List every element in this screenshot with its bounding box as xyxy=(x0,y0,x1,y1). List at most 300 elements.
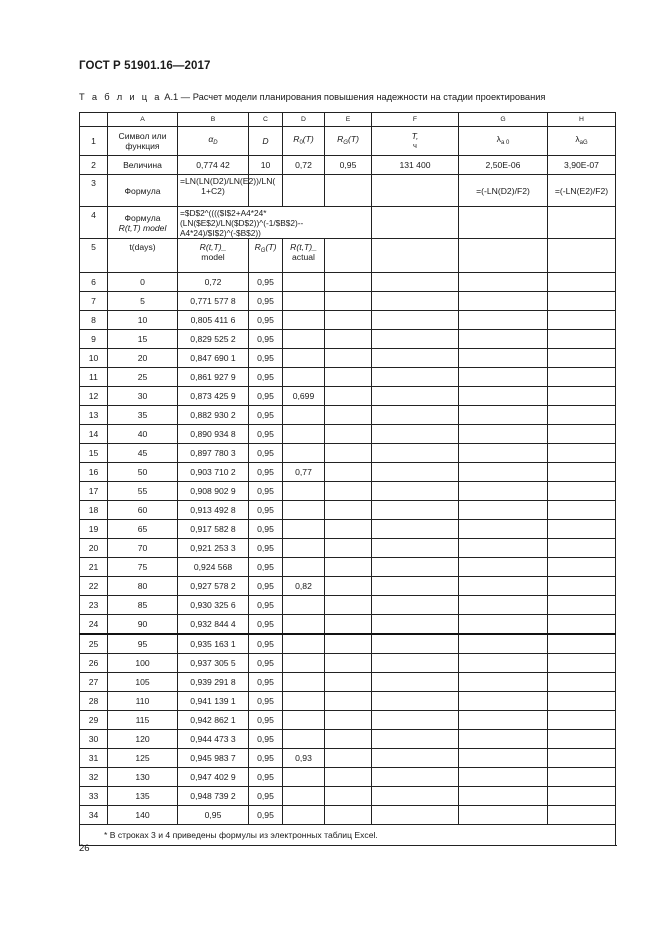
empty-cell xyxy=(459,311,548,330)
empty-cell xyxy=(548,558,616,577)
model-cell: 0,937 305 5 xyxy=(178,654,249,673)
empty-cell xyxy=(325,425,372,444)
value-cell: 2,50E-06 xyxy=(459,156,548,175)
table-row xyxy=(80,749,616,768)
value-cell: 0,95 xyxy=(325,156,372,175)
empty-cell xyxy=(372,349,459,368)
empty-cell xyxy=(325,387,372,406)
actual-cell xyxy=(283,673,325,692)
empty-cell xyxy=(548,596,616,615)
empty-cell xyxy=(372,787,459,806)
table-row xyxy=(80,787,616,806)
empty-cell xyxy=(548,349,616,368)
page-number: 26 xyxy=(79,843,90,854)
t-days-cell: 125 xyxy=(108,749,178,768)
empty-cell xyxy=(548,387,616,406)
t-days-cell: 25 xyxy=(108,368,178,387)
table-row xyxy=(80,463,616,482)
actual-cell: 0,82 xyxy=(283,577,325,596)
t-days-header: t(days) xyxy=(108,239,178,273)
empty-cell xyxy=(459,368,548,387)
value-cell: 0,774 42 xyxy=(178,156,249,175)
t-days-cell: 120 xyxy=(108,730,178,749)
caption-text: А.1 — Расчет модели планирования повышения надежности на стадии проектирования xyxy=(161,92,546,102)
empty-cell xyxy=(372,558,459,577)
empty-cell xyxy=(372,596,459,615)
rg-cell: 0,95 xyxy=(249,425,283,444)
table-row xyxy=(80,577,616,596)
actual-cell xyxy=(283,692,325,711)
empty-cell xyxy=(459,577,548,596)
document-header: ГОСТ Р 51901.16—2017 xyxy=(79,60,211,72)
actual-cell xyxy=(283,634,325,654)
empty-cell xyxy=(325,175,372,207)
t-days-cell: 95 xyxy=(108,634,178,654)
rg-cell: 0,95 xyxy=(249,806,283,825)
empty-cell xyxy=(548,520,616,539)
table-row xyxy=(80,654,616,673)
rg-cell: 0,95 xyxy=(249,387,283,406)
row-number: 33 xyxy=(80,787,108,806)
row-number: 24 xyxy=(80,615,108,635)
empty-cell xyxy=(283,175,325,207)
row-number: 9 xyxy=(80,330,108,349)
empty-cell xyxy=(325,330,372,349)
row-number: 34 xyxy=(80,806,108,825)
empty-cell xyxy=(372,806,459,825)
empty-cell xyxy=(459,207,548,239)
empty-cell xyxy=(325,368,372,387)
rg-cell: 0,95 xyxy=(249,406,283,425)
col-letter: A xyxy=(108,113,178,127)
t-days-cell: 5 xyxy=(108,292,178,311)
empty-cell xyxy=(325,711,372,730)
empty-cell xyxy=(325,615,372,635)
model-cell: 0,945 983 7 xyxy=(178,749,249,768)
col-letter: B xyxy=(178,113,249,127)
empty-cell xyxy=(325,539,372,558)
empty-cell xyxy=(325,273,372,292)
empty-cell xyxy=(548,634,616,654)
t-days-cell: 115 xyxy=(108,711,178,730)
actual-cell xyxy=(283,539,325,558)
empty-cell xyxy=(325,634,372,654)
table-row xyxy=(80,425,616,444)
empty-cell xyxy=(325,239,372,273)
lambda-ag-symbol: $\lambda_{aG}$ xyxy=(548,127,616,156)
actual-cell xyxy=(283,425,325,444)
model-formula-label: Формула R(t,T) model xyxy=(108,207,178,239)
empty-cell xyxy=(372,634,459,654)
row-number: 6 xyxy=(80,273,108,292)
model-cell: 0,771 577 8 xyxy=(178,292,249,311)
empty-cell xyxy=(372,330,459,349)
empty-cell xyxy=(372,654,459,673)
empty-cell xyxy=(325,787,372,806)
empty-cell xyxy=(459,558,548,577)
formula-label: Формула xyxy=(108,175,178,207)
t-days-cell: 75 xyxy=(108,558,178,577)
row-number: 28 xyxy=(80,692,108,711)
table-row xyxy=(80,482,616,501)
empty-cell xyxy=(459,520,548,539)
empty-cell xyxy=(372,673,459,692)
empty-cell xyxy=(459,615,548,635)
rg-header: $R_G(T)$ xyxy=(249,239,283,273)
empty-cell xyxy=(548,330,616,349)
rg-cell: 0,95 xyxy=(249,711,283,730)
table-row xyxy=(80,596,616,615)
t-days-cell: 20 xyxy=(108,349,178,368)
empty-cell xyxy=(459,444,548,463)
model-cell: 0,935 163 1 xyxy=(178,634,249,654)
empty-cell xyxy=(325,444,372,463)
row-number: 1 xyxy=(80,127,108,156)
t-days-cell: 85 xyxy=(108,596,178,615)
rg-cell: 0,95 xyxy=(249,692,283,711)
empty-cell xyxy=(459,501,548,520)
empty-cell xyxy=(459,768,548,787)
rg-cell: 0,95 xyxy=(249,292,283,311)
empty-cell xyxy=(325,406,372,425)
model-cell: 0,921 253 3 xyxy=(178,539,249,558)
d-symbol: D xyxy=(249,127,283,156)
empty-cell xyxy=(459,634,548,654)
table-row xyxy=(80,768,616,787)
empty-cell xyxy=(459,425,548,444)
col-letter: C xyxy=(249,113,283,127)
r0-symbol: $R_0(T)$ xyxy=(283,127,325,156)
rg-cell: 0,95 xyxy=(249,577,283,596)
empty-cell xyxy=(325,596,372,615)
row-number: 30 xyxy=(80,730,108,749)
model-cell: 0,903 710 2 xyxy=(178,463,249,482)
row-number: 15 xyxy=(80,444,108,463)
empty-cell xyxy=(548,787,616,806)
t-days-cell: 40 xyxy=(108,425,178,444)
col-letter: G xyxy=(459,113,548,127)
col-letter: D xyxy=(283,113,325,127)
table-row xyxy=(80,806,616,825)
table-row xyxy=(80,311,616,330)
empty-cell xyxy=(372,577,459,596)
empty-cell xyxy=(459,463,548,482)
empty-cell xyxy=(372,273,459,292)
model-cell: 0,829 525 2 xyxy=(178,330,249,349)
empty-cell xyxy=(325,501,372,520)
model-cell: 0,930 325 6 xyxy=(178,596,249,615)
table-row xyxy=(80,673,616,692)
empty-cell xyxy=(372,615,459,635)
model-cell: 0,805 411 6 xyxy=(178,311,249,330)
footnote: * В строках 3 и 4 приведены формулы из электронных таблиц Excel. xyxy=(80,825,616,846)
empty-cell xyxy=(325,692,372,711)
model-cell: 0,847 690 1 xyxy=(178,349,249,368)
rg-cell: 0,95 xyxy=(249,349,283,368)
row-number: 12 xyxy=(80,387,108,406)
row-number: 2 xyxy=(80,156,108,175)
rg-cell: 0,95 xyxy=(249,596,283,615)
t-symbol: T, ч xyxy=(372,127,459,156)
model-formula: =$D$2^(((($I$2+A4*24*(LN($E$2)/LN($D$2))^(-1/$B$2)--A4*24)/$I$2)^(-$B$2)) xyxy=(178,207,372,239)
empty-cell xyxy=(372,444,459,463)
model-cell: 0,917 582 8 xyxy=(178,520,249,539)
empty-cell xyxy=(459,330,548,349)
table-caption xyxy=(79,92,545,102)
col-letter: F xyxy=(372,113,459,127)
row-number: 19 xyxy=(80,520,108,539)
row-number: 8 xyxy=(80,311,108,330)
empty-cell xyxy=(548,292,616,311)
row-number: 16 xyxy=(80,463,108,482)
empty-cell xyxy=(548,577,616,596)
empty-cell xyxy=(372,239,459,273)
reliability-table xyxy=(79,112,616,846)
empty-cell xyxy=(325,482,372,501)
empty-cell xyxy=(325,311,372,330)
rg-cell: 0,95 xyxy=(249,539,283,558)
rg-cell: 0,95 xyxy=(249,615,283,635)
rg-cell: 0,95 xyxy=(249,787,283,806)
actual-cell xyxy=(283,406,325,425)
value-cell: 0,72 xyxy=(283,156,325,175)
formula-alpha: =LN(LN(D2)/LN(E2))/LN( 1+C2) xyxy=(178,175,249,207)
model-cell: 0,873 425 9 xyxy=(178,387,249,406)
rg-cell: 0,95 xyxy=(249,501,283,520)
empty-cell xyxy=(459,406,548,425)
empty-cell xyxy=(372,425,459,444)
empty-cell xyxy=(459,806,548,825)
empty-cell xyxy=(548,311,616,330)
empty-cell xyxy=(325,768,372,787)
table-row xyxy=(80,349,616,368)
row-number: 21 xyxy=(80,558,108,577)
model-cell: 0,882 930 2 xyxy=(178,406,249,425)
model-header: R(t,T)_ model xyxy=(178,239,249,273)
empty-cell xyxy=(372,292,459,311)
actual-cell xyxy=(283,596,325,615)
col-letter: H xyxy=(548,113,616,127)
column-letters-row xyxy=(80,113,616,127)
empty-cell xyxy=(325,292,372,311)
rg-cell: 0,95 xyxy=(249,273,283,292)
model-cell: 0,939 291 8 xyxy=(178,673,249,692)
t-days-cell: 105 xyxy=(108,673,178,692)
actual-cell xyxy=(283,615,325,635)
value-row xyxy=(80,156,616,175)
table-row xyxy=(80,692,616,711)
row-number: 31 xyxy=(80,749,108,768)
empty-cell xyxy=(548,425,616,444)
t-days-cell: 10 xyxy=(108,311,178,330)
rg-cell: 0,95 xyxy=(249,482,283,501)
empty-cell xyxy=(325,520,372,539)
model-cell: 0,897 780 3 xyxy=(178,444,249,463)
symbol-row xyxy=(80,127,616,156)
actual-header: R(t,T)_ actual xyxy=(283,239,325,273)
empty-cell xyxy=(372,711,459,730)
empty-cell xyxy=(548,368,616,387)
table-row xyxy=(80,711,616,730)
table-row xyxy=(80,730,616,749)
actual-cell xyxy=(283,311,325,330)
rg-cell: 0,95 xyxy=(249,749,283,768)
empty-cell xyxy=(372,406,459,425)
table-row xyxy=(80,539,616,558)
empty-cell xyxy=(325,349,372,368)
empty-cell xyxy=(325,577,372,596)
row-number: 11 xyxy=(80,368,108,387)
rg-cell: 0,95 xyxy=(249,558,283,577)
empty-cell xyxy=(459,730,548,749)
rg-cell: 0,95 xyxy=(249,463,283,482)
table-row xyxy=(80,368,616,387)
corner-cell xyxy=(80,113,108,127)
empty-cell xyxy=(325,730,372,749)
empty-cell xyxy=(372,311,459,330)
actual-cell: 0,699 xyxy=(283,387,325,406)
empty-cell xyxy=(459,692,548,711)
row-number: 14 xyxy=(80,425,108,444)
model-cell: 0,948 739 2 xyxy=(178,787,249,806)
actual-cell xyxy=(283,520,325,539)
empty-cell xyxy=(548,406,616,425)
row-number: 32 xyxy=(80,768,108,787)
empty-cell xyxy=(325,673,372,692)
empty-cell xyxy=(548,482,616,501)
row-number: 23 xyxy=(80,596,108,615)
empty-cell xyxy=(372,749,459,768)
empty-cell xyxy=(548,711,616,730)
model-cell: 0,924 568 xyxy=(178,558,249,577)
empty-cell xyxy=(459,273,548,292)
empty-cell xyxy=(459,482,548,501)
empty-cell xyxy=(548,207,616,239)
table-row xyxy=(80,406,616,425)
model-cell: 0,944 473 3 xyxy=(178,730,249,749)
table-row xyxy=(80,387,616,406)
table-row xyxy=(80,444,616,463)
table-row xyxy=(80,634,616,654)
symbol-label: Символ или функция xyxy=(108,127,178,156)
empty-cell xyxy=(548,501,616,520)
empty-cell xyxy=(372,482,459,501)
t-days-cell: 90 xyxy=(108,615,178,635)
t-days-cell: 140 xyxy=(108,806,178,825)
empty-cell xyxy=(548,673,616,692)
col-letter: E xyxy=(325,113,372,127)
row-number: 25 xyxy=(80,634,108,654)
empty-cell xyxy=(372,539,459,558)
row-number: 29 xyxy=(80,711,108,730)
rg-cell: 0,95 xyxy=(249,730,283,749)
row-number: 7 xyxy=(80,292,108,311)
actual-cell xyxy=(283,501,325,520)
actual-cell xyxy=(283,730,325,749)
table-row xyxy=(80,520,616,539)
empty-cell xyxy=(372,207,459,239)
t-days-cell: 135 xyxy=(108,787,178,806)
rg-cell: 0,95 xyxy=(249,444,283,463)
empty-cell xyxy=(459,673,548,692)
empty-cell xyxy=(372,463,459,482)
empty-cell xyxy=(325,806,372,825)
rg-cell: 0,95 xyxy=(249,311,283,330)
row-number: 22 xyxy=(80,577,108,596)
empty-cell xyxy=(548,463,616,482)
empty-cell xyxy=(459,749,548,768)
empty-cell xyxy=(372,368,459,387)
empty-cell xyxy=(548,806,616,825)
empty-cell xyxy=(459,539,548,558)
actual-cell xyxy=(283,368,325,387)
empty-cell xyxy=(325,749,372,768)
t-days-cell: 100 xyxy=(108,654,178,673)
actual-cell xyxy=(283,444,325,463)
actual-cell xyxy=(283,349,325,368)
empty-cell xyxy=(459,292,548,311)
lambda-a0-symbol: $\lambda_{a 0}$ xyxy=(459,127,548,156)
actual-cell: 0,77 xyxy=(283,463,325,482)
actual-cell xyxy=(283,711,325,730)
actual-cell xyxy=(283,558,325,577)
model-cell: 0,947 402 9 xyxy=(178,768,249,787)
empty-cell xyxy=(372,520,459,539)
empty-cell xyxy=(548,768,616,787)
t-days-cell: 50 xyxy=(108,463,178,482)
rg-cell: 0,95 xyxy=(249,368,283,387)
rg-cell: 0,95 xyxy=(249,634,283,654)
rg-cell: 0,95 xyxy=(249,673,283,692)
actual-cell xyxy=(283,787,325,806)
empty-cell xyxy=(372,730,459,749)
table-row xyxy=(80,273,616,292)
empty-cell xyxy=(325,558,372,577)
actual-cell xyxy=(283,273,325,292)
empty-cell xyxy=(372,175,459,207)
table-row xyxy=(80,501,616,520)
empty-cell xyxy=(548,692,616,711)
model-cell: 0,932 844 4 xyxy=(178,615,249,635)
value-cell: 3,90E-07 xyxy=(548,156,616,175)
empty-cell xyxy=(372,501,459,520)
t-days-cell: 35 xyxy=(108,406,178,425)
alpha-symbol: $\alpha_D$ xyxy=(178,127,249,156)
row-number: 20 xyxy=(80,539,108,558)
t-days-cell: 30 xyxy=(108,387,178,406)
actual-cell: 0,93 xyxy=(283,749,325,768)
row-number: 27 xyxy=(80,673,108,692)
series-header-row xyxy=(80,239,616,273)
t-days-cell: 15 xyxy=(108,330,178,349)
t-days-cell: 60 xyxy=(108,501,178,520)
actual-cell xyxy=(283,654,325,673)
empty-cell xyxy=(372,768,459,787)
model-cell: 0,95 xyxy=(178,806,249,825)
empty-cell xyxy=(548,239,616,273)
empty-cell xyxy=(548,730,616,749)
formula-lambda-a0: =(-LN(D2)/F2) xyxy=(459,175,548,207)
row-number: 4 xyxy=(80,207,108,239)
row-number: 18 xyxy=(80,501,108,520)
rg-cell: 0,95 xyxy=(249,520,283,539)
t-days-cell: 130 xyxy=(108,768,178,787)
table-row xyxy=(80,292,616,311)
table-row xyxy=(80,615,616,635)
empty-cell xyxy=(459,787,548,806)
value-label: Величина xyxy=(108,156,178,175)
empty-cell xyxy=(459,387,548,406)
